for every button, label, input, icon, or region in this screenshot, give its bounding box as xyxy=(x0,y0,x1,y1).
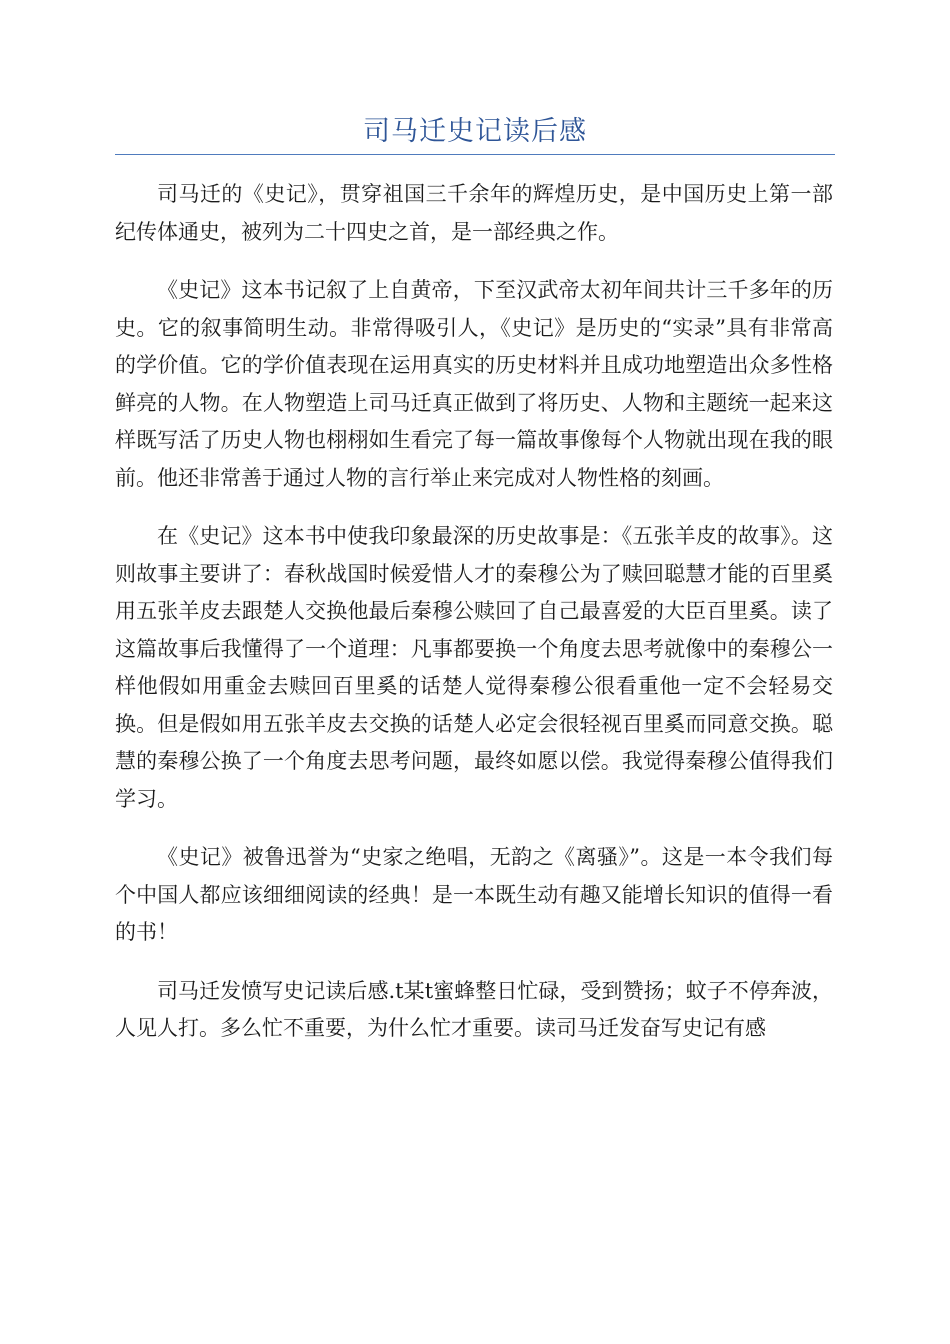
document-body xyxy=(115,176,833,1069)
document-title: 司马迁史记读后感 xyxy=(363,116,587,147)
paragraph-4: 《史记》被鲁迅誉为“史家之绝唱，无韵之《离骚》”。这是一本令我们每个中国人都应该细细阅读的经典！是一本既生动有趣又能增长知识的值得一看的书！ xyxy=(115,845,833,944)
paragraph-2: 《史记》这本书记叙了上自黄帝，下至汉武帝太初年间共计三千多年的历史。它的叙事简明生动。非常得吸引人，《史记》是历史的“实录”具有非常高的学价值。它的学价值表现在运用真实的历史材料并且成功地塑造出众多性格鲜亮的人物。在人物塑造上司马迁真正做到了将历史、人物和主题统一起来这样既写活了历史人物也栩栩如生看完了每一篇故事像每个人物就出现在我的眼前。他还非常善于通过人物的言行举止来完成对人物性格的刻画。 xyxy=(115,278,833,490)
title-underline xyxy=(115,154,835,155)
paragraph-1: 司马迁的《史记》，贯穿祖国三千余年的辉煌历史，是中国历史上第一部纪传体通史，被列为二十四史之首，是一部经典之作。 xyxy=(115,182,833,244)
paragraph-5: 司马迁发愤写史记读后感.t某t蜜蜂整日忙碌，受到赞扬；蚊子不停奔波，人见人打。多么忙不重要，为什么忙才重要。读司马迁发奋写史记有感 xyxy=(115,978,833,1040)
paragraph-3: 在《史记》这本书中使我印象最深的历史故事是：《五张羊皮的故事》。这则故事主要讲了：春秋战国时候爱惜人才的秦穆公为了赎回聪慧才能的百里奚用五张羊皮去跟楚人交换他最后秦穆公赎回了自己最喜爱的大臣百里奚。读了这篇故事后我懂得了一个道理：凡事都要换一个角度去思考就像中的秦穆公一样他假如用重金去赎回百里奚的话楚人觉得秦穆公很看重他一定不会轻易交换。但是假如用五张羊皮去交换的话楚人必定会很轻视百里奚而同意交换。聪慧的秦穆公换了一个角度去思考问题，最终如愿以偿。我觉得秦穆公值得我们学习。 xyxy=(115,524,833,811)
